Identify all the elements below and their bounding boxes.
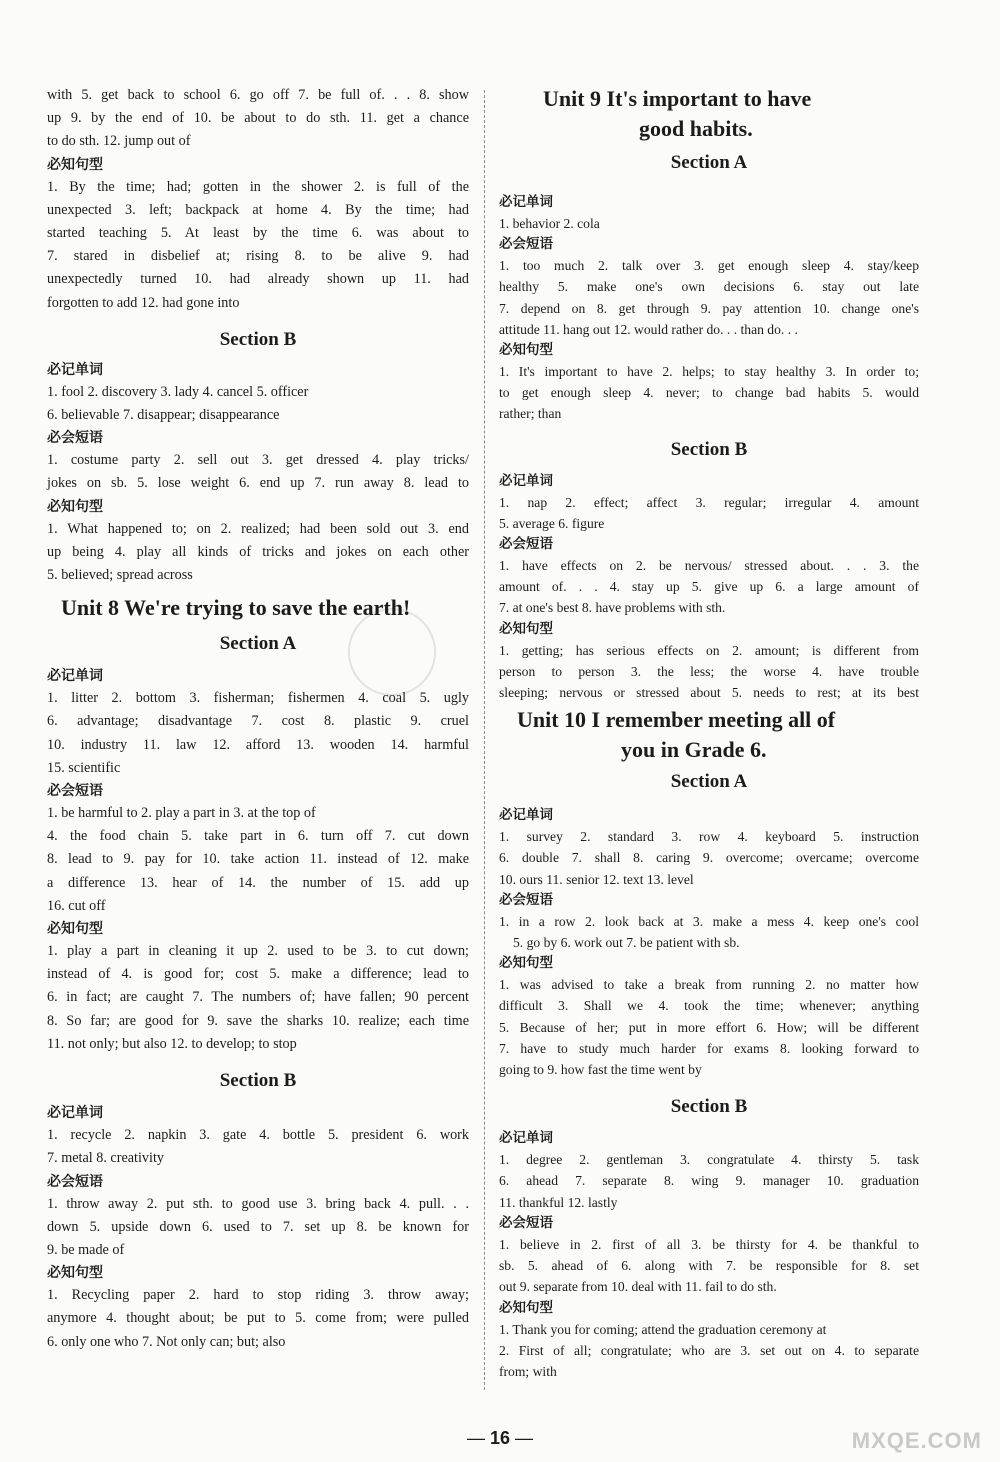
sentence-label: 必知句型 <box>499 620 553 637</box>
text-line: 7. metal 8. creativity <box>47 1150 165 1167</box>
text-line: rather; than <box>499 406 562 422</box>
phrase-label: 必会短语 <box>499 236 553 253</box>
text-line: sb. 5. ahead of 6. along with 7. be responsible for 8. set <box>499 1258 919 1274</box>
text-line: up being 4. play all kinds of tricks and jokes on each other <box>47 543 469 560</box>
text-line: 8. lead to 9. pay for 10. take action 11. instead of 12. make <box>47 851 469 868</box>
sentence-label: 必知句型 <box>47 498 103 515</box>
unit-title: Unit 8 We're trying to save the earth! <box>61 595 411 621</box>
text-line: amount of. . . 4. stay up 5. give up 6. a large amount of <box>499 579 919 595</box>
text-line: instead of 4. is good for; cost 5. make a difference; lead to <box>47 966 469 983</box>
text-line: 1. litter 2. bottom 3. fisherman; fishermen 4. coal 5. ugly <box>47 690 469 707</box>
text-line: 1. throw away 2. put sth. to good use 3. bring back 4. pull. . . <box>47 1195 469 1212</box>
text-line: attitude 11. hang out 12. would rather do. . . than do. . . <box>499 321 798 337</box>
text-line: 1. degree 2. gentleman 3. congratulate 4. thirsty 5. task <box>499 1152 919 1168</box>
section-heading: Section B <box>670 438 748 460</box>
text-line: 1. costume party 2. sell out 3. get dressed 4. play tricks/ <box>47 452 469 469</box>
unit-title: Unit 9 It's important to have <box>543 86 812 111</box>
sentence-label: 必知句型 <box>47 156 103 173</box>
page-footer <box>0 1428 1000 1449</box>
text-line: 1. recycle 2. napkin 3. gate 4. bottle 5. president 6. work <box>47 1127 469 1144</box>
text-line: 1. getting; has serious effects on 2. amount; is different from <box>499 642 919 658</box>
text-line: 1. nap 2. effect; affect 3. regular; irregular 4. amount <box>499 494 919 510</box>
text-line: 7. depend on 8. get through 9. pay attention 10. change one's <box>499 300 919 316</box>
text-line: 8. So far; are good for 9. save the sharks 10. realize; each time <box>47 1012 469 1029</box>
text-line: unexpectedly turned 10. had already shown up 11. had <box>47 271 469 288</box>
text-line: 5. average 6. figure <box>499 515 605 531</box>
text-line: 7. stared in disbelief at; rising 8. to be alive 9. had <box>47 248 469 265</box>
text-line: 16. cut off <box>47 897 106 914</box>
text-line: out 9. separate from 10. deal with 11. fail to do sth. <box>499 1279 777 1295</box>
column-divider <box>484 90 485 1390</box>
text-line: healthy 5. make one's own decisions 6. stay out late <box>499 279 919 295</box>
text-line: 1. in a row 2. look back at 3. make a mess 4. keep one's cool <box>499 913 919 929</box>
vocab-label: 必记单词 <box>499 472 553 489</box>
text-line: 1. survey 2. standard 3. row 4. keyboard 5. instruction <box>499 829 919 845</box>
section-heading: Section B <box>219 1070 297 1092</box>
text-line: 1. behavior 2. cola <box>499 216 600 231</box>
unit-title: Unit 10 I remember meeting all of <box>517 707 836 733</box>
unit-title-line2: good habits. <box>639 116 753 141</box>
vocab-label: 必记单词 <box>47 668 103 685</box>
text-line: 7. at one's best 8. have problems with sth. <box>499 600 726 616</box>
sentence-label: 必知句型 <box>499 342 553 359</box>
right-column <box>499 84 919 1382</box>
section-heading: Section A <box>219 633 297 655</box>
vocab-label: 必记单词 <box>499 807 553 824</box>
footer-dash-left: — <box>466 1428 485 1448</box>
text-line: 15. scientific <box>47 759 121 776</box>
text-line: 1. be harmful to 2. play a part in 3. at the top of <box>47 805 316 822</box>
text-line: 6. believable 7. disappear; disappearance <box>47 407 280 424</box>
phrase-label: 必会短语 <box>47 430 103 447</box>
vocab-label: 必记单词 <box>499 194 553 210</box>
phrase-label: 必会短语 <box>499 536 553 553</box>
text-line: 2. First of all; congratulate; who are 3. set out on 4. to separate <box>499 1342 919 1358</box>
text-line: forgotten to add 12. had gone into <box>47 294 240 311</box>
text-line: sleeping; nervous or stressed about 5. needs to rest; at its best <box>499 685 919 701</box>
phrase-label: 必会短语 <box>47 783 103 800</box>
text-line: 1. play a part in cleaning it up 2. used to be 3. to cut down; <box>47 943 469 960</box>
sentence-label: 必知句型 <box>499 1299 553 1316</box>
text-line: 5. go by 6. work out 7. be patient with sb. <box>513 935 740 951</box>
text-line: 4. the food chain 5. take part in 6. turn off 7. cut down <box>47 828 469 845</box>
text-line: 1. have effects on 2. be nervous/ stressed about. . . 3. the <box>499 558 919 574</box>
sentence-label: 必知句型 <box>47 921 103 938</box>
text-line: 1. believe in 2. first of all 3. be thirsty for 4. be thankful to <box>499 1236 919 1252</box>
left-column <box>47 84 469 1354</box>
text-line: 6. in fact; are caught 7. The numbers of; have fallen; 90 percent <box>47 989 469 1006</box>
text-line: person to person 3. the less; the worse 4. have trouble <box>499 663 919 679</box>
text-line: 1. It's important to have 2. helps; to stay healthy 3. In order to; <box>499 364 919 380</box>
text-line: to do sth. 12. jump out of <box>47 133 191 150</box>
text-line: with 5. get back to school 6. go off 7. be full of. . . 8. show <box>47 87 469 103</box>
section-heading: Section A <box>670 152 748 173</box>
page-number: 16 <box>489 1428 511 1448</box>
section-heading: Section A <box>670 771 748 793</box>
sentence-label: 必知句型 <box>47 1265 103 1282</box>
unit-title-line2: you in Grade 6. <box>621 737 767 763</box>
text-line: 11. thankful 12. lastly <box>499 1194 618 1210</box>
text-line: difficult 3. Shall we 4. took the time; whenever; anything <box>499 998 919 1014</box>
text-line: 1. By the time; had; gotten in the shower 2. is full of the <box>47 178 469 195</box>
footer-dash-right: — <box>515 1428 534 1448</box>
text-line: 1. fool 2. discovery 3. lady 4. cancel 5. officer <box>47 383 309 400</box>
text-line: down 5. upside down 6. used to 7. set up 8. be known for <box>47 1218 469 1235</box>
text-line: 11. not only; but also 12. to develop; to stop <box>47 1035 297 1052</box>
text-line: 6. double 7. shall 8. caring 9. overcome; overcame; overcome <box>499 850 919 866</box>
text-line: to get enough sleep 4. never; to change bad habits 5. would <box>499 385 919 401</box>
text-line: 10. industry 11. law 12. afford 13. wooden 14. harmful <box>47 736 469 753</box>
text-line: 1. What happened to; on 2. realized; had been sold out 3. end <box>47 520 469 537</box>
vocab-label: 必记单词 <box>47 361 103 378</box>
text-line: 5. believed; spread across <box>47 567 193 584</box>
text-line: 1. Thank you for coming; attend the graduation ceremony at <box>499 1321 827 1337</box>
text-line: jokes on sb. 5. lose weight 6. end up 7. run away 8. lead to <box>47 475 469 492</box>
text-line: 1. was advised to take a break from running 2. no matter how <box>499 977 919 993</box>
text-line: 6. only one who 7. Not only can; but; also <box>47 1333 286 1350</box>
text-line: 1. too much 2. talk over 3. get enough sleep 4. stay/keep <box>499 258 919 274</box>
phrase-label: 必会短语 <box>47 1173 103 1190</box>
text-line: a difference 13. hear of 14. the number of 15. add up <box>47 874 469 891</box>
text-line: from; with <box>499 1363 557 1379</box>
text-line: 10. ours 11. senior 12. text 13. level <box>499 871 694 887</box>
vocab-label: 必记单词 <box>499 1130 553 1147</box>
sentence-label: 必知句型 <box>499 955 553 972</box>
text-line: anymore 4. thought about; be put to 5. come from; were pulled <box>47 1310 469 1327</box>
text-line: 9. be made of <box>47 1241 125 1258</box>
text-line: 6. ahead 7. separate 8. wing 9. manager 10. graduation <box>499 1173 919 1189</box>
phrase-label: 必会短语 <box>499 1214 553 1231</box>
text-line: going to 9. how fast the time went by <box>499 1062 702 1078</box>
section-heading: Section B <box>670 1096 748 1118</box>
text-line: unexpected 3. left; backpack at home 4. By the time; had <box>47 201 469 218</box>
text-line: up 9. by the end of 10. be about to do sth. 11. get a chance <box>47 110 469 127</box>
phrase-label: 必会短语 <box>499 891 553 908</box>
text-line: 6. advantage; disadvantage 7. cost 8. plastic 9. cruel <box>47 713 469 730</box>
text-line: 7. have to study much harder for exams 8. looking forward to <box>499 1040 919 1056</box>
text-line: started teaching 5. At least by the time 6. was about to <box>47 225 469 242</box>
watermark-logo: MXQE.COM <box>851 1428 982 1453</box>
section-heading: Section B <box>219 328 297 350</box>
text-line: 1. Recycling paper 2. hard to stop riding 3. throw away; <box>47 1287 469 1304</box>
text-line: 5. Because of her; put in more effort 6. How; will be different <box>499 1019 919 1035</box>
vocab-label: 必记单词 <box>47 1105 103 1122</box>
